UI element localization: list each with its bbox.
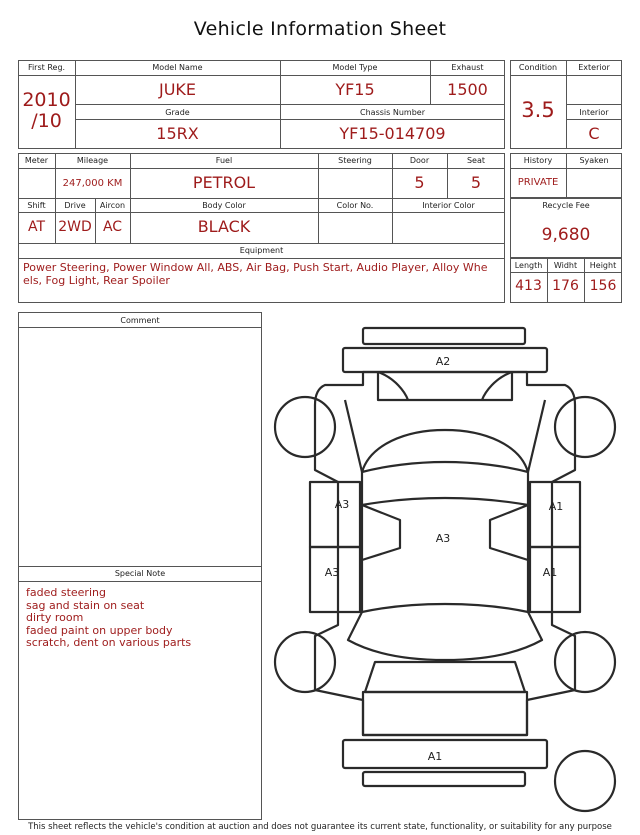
first-reg-label: First Reg. [27,63,66,72]
aircon-label: Aircon [99,201,126,210]
spare-wheel [555,751,615,811]
trunk-lid [363,692,527,735]
shift-value: AT [27,219,46,235]
rear-window [348,612,542,660]
exterior-label: Exterior [578,63,610,72]
mileage-value: 247,000 KM [62,178,123,189]
front-left-wheel [275,397,335,457]
trunk [365,662,525,692]
recycle-fee-value: 9,680 [541,225,591,245]
equipment-line-1: Power Steering, Power Window All, ABS, Air Bag, Push Start, Audio Player, Alloy Whe [23,261,488,274]
left-rear-door [310,547,360,612]
drive-value: 2WD [58,219,92,235]
fuel-label: Fuel [215,156,233,165]
body-color-label: Body Color [202,201,246,210]
footer-disclaimer: This sheet reflects the vehicle's condition at auction and does not guarantee its current state, functionality, or suitability for any purpose [28,822,612,832]
steering-label: Steering [338,156,372,165]
car-body-outline [315,372,575,735]
model-type-value: YF15 [335,80,375,99]
model-name-value: JUKE [158,80,197,99]
comment-label: Comment [120,316,160,325]
fuel-value: PETROL [192,173,256,192]
mark-right-front-door: A1 [548,500,564,513]
exhaust-value: 1500 [447,80,488,99]
equipment-label: Equipment [239,246,284,255]
recycle-fee-label: Recycle Fee [542,201,590,210]
left-front-door [310,482,360,547]
mark-rear-bumper: A1 [427,750,443,763]
mark-right-rear-door: A1 [542,566,558,579]
seat-value: 5 [470,173,482,192]
rear-bumper [343,740,547,768]
shift-label: Shift [27,201,46,210]
car-damage-diagram [270,322,620,820]
grade-value: 15RX [156,124,199,143]
chassis-label: Chassis Number [360,108,425,117]
right-front-door [530,482,580,547]
syaken-label: Syaken [579,156,609,165]
special-note-line: scratch, dent on various parts [26,636,192,649]
special-note-label: Special Note [114,569,166,578]
seat-label: Seat [466,156,486,165]
model-type-label: Model Type [332,63,378,72]
page-title: Vehicle Information Sheet [193,18,447,40]
meter-label: Meter [24,156,49,165]
height-label: Height [589,261,617,270]
mark-left-front-door: A3 [334,498,350,511]
rear-right-wheel [555,632,615,692]
grade-label: Grade [165,108,190,117]
windshield [362,430,528,472]
mark-left-rear-door: A3 [324,566,340,579]
color-no-label: Color No. [336,201,374,210]
door-label: Door [409,156,430,165]
rear-bumper-bottom [363,772,525,786]
length-label: Length [514,261,543,270]
condition-grade: 3.5 [521,98,555,122]
right-rear-door [530,547,580,612]
front-bumper-top [363,328,525,344]
drive-label: Drive [64,201,86,210]
width-value: 176 [552,278,579,294]
special-note-line: dirty room [26,611,84,624]
interior-value: C [588,124,600,143]
mark-hood: A2 [435,355,451,368]
special-note-line: sag and stain on seat [26,598,145,612]
special-note-list [26,587,191,650]
interior-color-label: Interior Color [422,201,475,210]
special-note-line: faded paint on upper body [26,623,173,637]
width-label: Widht [553,261,578,270]
height-value: 156 [589,278,617,294]
interior-label: Interior [579,108,609,117]
condition-label: Condition [518,63,558,72]
equipment-line-2: els, Fog Light, Rear Spoiler [23,274,170,287]
model-name-label: Model Name [152,63,203,72]
body-color-value: BLACK [197,217,251,236]
history-label: History [523,156,553,165]
exhaust-label: Exhaust [451,63,484,72]
history-value: PRIVATE [517,177,559,188]
first-reg-year: 2010 [22,89,71,111]
special-note-line: faded steering [26,586,106,599]
mark-roof: A3 [435,532,451,545]
mileage-label: Mileage [76,156,109,165]
aircon-value: AC [102,219,123,235]
first-reg-month: /10 [31,110,62,132]
door-value: 5 [414,173,425,192]
length-value: 413 [515,278,542,294]
chassis-value: YF15-014709 [339,124,446,143]
rear-left-wheel [275,632,335,692]
front-right-wheel [555,397,615,457]
